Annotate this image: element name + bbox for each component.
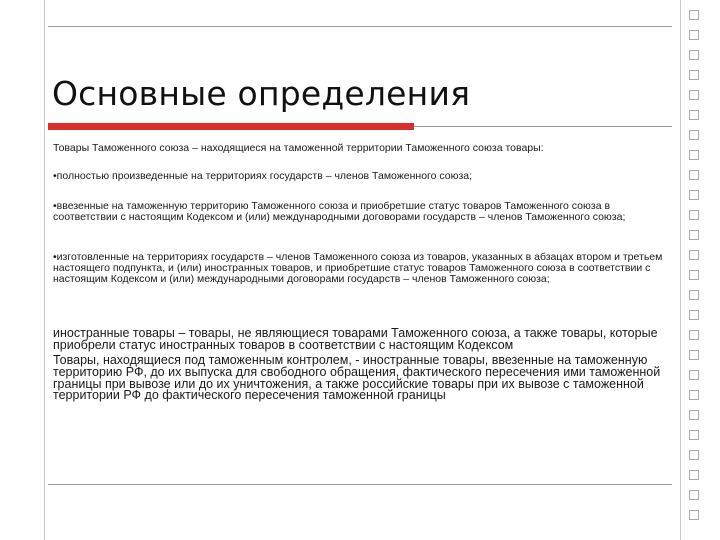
square-icon [689,250,699,260]
square-icon [689,50,699,60]
definition-paragraph: Товары, находящиеся под таможенным контролем, - иностранные товары, ввезенные на таможенную территорию РФ, до их выпуска для свободного обращения, фактического пересечения ими таможенной границы при вывозе или до их уничтожения, а также российские товары при их вывозе с таможенной территории РФ до фактического пересечения таможенной границы [53,353,661,403]
square-icon [689,290,699,300]
bullet-paragraph: •полностью произведенные на территориях государств – членов Таможенного союза; [53,170,473,182]
square-icon [689,410,699,420]
square-icon [689,430,699,440]
slide-title: Основные определения [52,74,471,113]
definition-paragraph: иностранные товары – товары, не являющиеся товарами Таможенного союза, а также товары, которые приобрели статус иностранных товаров в соответствии с настоящим Кодексом [53,326,658,352]
title-underline [414,126,672,127]
square-icon [689,370,699,380]
square-icon [689,30,699,40]
square-icon [689,470,699,480]
top-rule [48,26,672,27]
square-icon [689,230,699,240]
square-icon [689,330,699,340]
square-icon [689,10,699,20]
square-icon [689,270,699,280]
bullet-paragraph: •изготовленные на территориях государств – членов Таможенного союза из товаров, указанных в абзацах втором и третьем настоящего подпункта, и (или) иностранных товаров, и приобретшие статус товаров Таможенного союза в соответствии с настоящим Кодексом и (или) международными договорами государств – членов Таможенного союза; [53,251,663,285]
square-icon [689,450,699,460]
left-guide-line [44,0,45,540]
square-icon [689,350,699,360]
square-icon [689,510,699,520]
square-icon [689,170,699,180]
square-icon [689,150,699,160]
square-icon [689,130,699,140]
square-icon [689,70,699,80]
title-accent-bar [48,123,414,130]
square-icon [689,390,699,400]
decorative-squares [689,0,699,540]
square-icon [689,110,699,120]
definition-paragraph: Товары Таможенного союза – находящиеся на таможенной территории Таможенного союза товары: [53,142,544,154]
right-guide-line [680,0,681,540]
square-icon [689,210,699,220]
square-icon [689,90,699,100]
square-icon [689,490,699,500]
square-icon [689,310,699,320]
square-icon [689,190,699,200]
bottom-rule [48,484,672,485]
bullet-paragraph: •ввезенные на таможенную территорию Таможенного союза и приобретшие статус товаров Таможенного союза в соответствии с настоящим Кодексом и (или) международными договорами государств – членов Таможенного союза; [53,200,626,223]
